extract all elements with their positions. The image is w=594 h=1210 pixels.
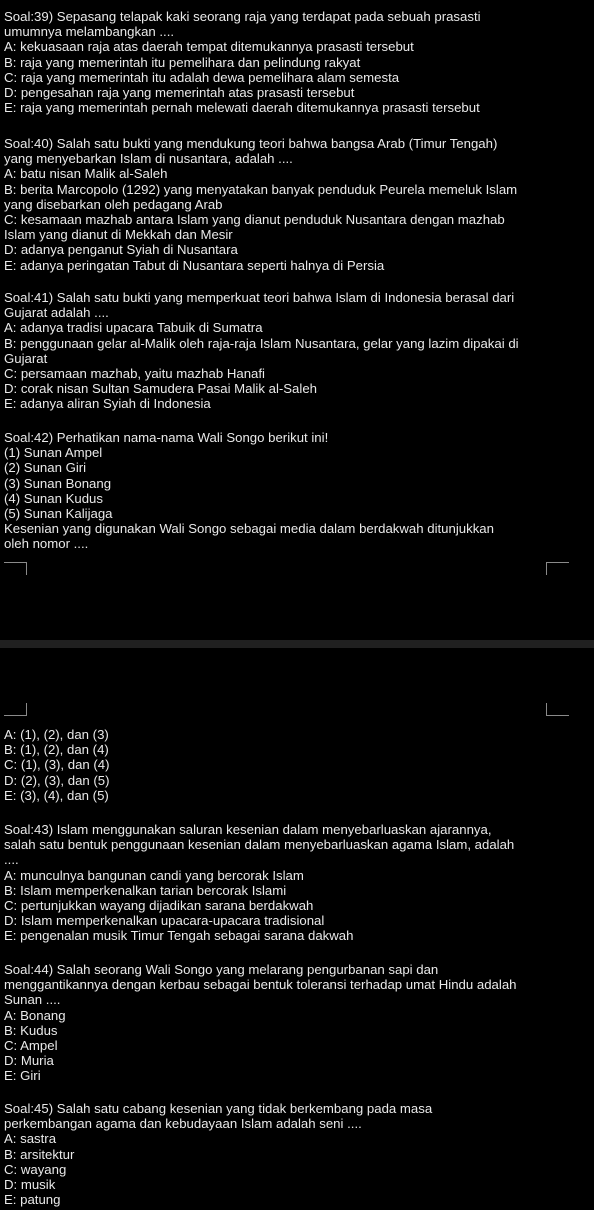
option-c[interactable]: C: raja yang memerintah itu adalah dewa pemelihara alam semesta <box>4 69 400 85</box>
option-d[interactable]: D: adanya penganut Syiah di Nusantara <box>4 242 238 258</box>
option-a[interactable]: A: kekuasaan raja atas daerah tempat ditemukannya prasasti tersebut <box>4 39 414 55</box>
crop-corner-bottom-left <box>4 703 27 716</box>
option-a[interactable]: A: sastra <box>4 1131 57 1147</box>
option-b-line-2: Gujarat <box>4 350 48 366</box>
option-d[interactable]: D: (2), (3), dan (5) <box>4 772 110 788</box>
option-c[interactable]: C: wayang <box>4 1161 67 1177</box>
option-e[interactable]: E: (3), (4), dan (5) <box>4 787 109 803</box>
question-41 <box>4 290 584 412</box>
option-e[interactable]: E: adanya peringatan Tabut di Nusantara seperti halnya di Persia <box>4 257 385 273</box>
question-text: Soal:43) Islam menggunakan saluran kesenian dalam menyebarluaskan ajarannya, <box>4 822 492 837</box>
question-text: menggantikannya dengan kerbau sebagai bentuk toleransi terhadap umat Hindu adalah <box>4 977 517 993</box>
option-a[interactable]: A: Bonang <box>4 1007 66 1023</box>
option-e[interactable]: E: pengenalan musik Timur Tengah sebagai sarana dakwah <box>4 928 354 944</box>
option-b[interactable]: B: Islam memperkenalkan tarian bercorak Islami <box>4 882 287 898</box>
question-text: Soal:41) Salah satu bukti yang memperkuat teori bahwa Islam di Indonesia berasal dari <box>4 290 515 305</box>
crop-corner-top-left <box>4 562 27 575</box>
option-c[interactable]: C: persamaan mazhab, yaitu mazhab Hanafi <box>4 366 265 382</box>
option-b[interactable]: B: Kudus <box>4 1022 58 1038</box>
option-d[interactable]: D: corak nisan Sultan Samudera Pasai Malik al-Saleh <box>4 381 317 397</box>
list-item: (1) Sunan Ampel <box>4 445 103 461</box>
question-text: oleh nomor .... <box>4 536 89 552</box>
question-text: salah satu bentuk penggunaan kesenian dalam menyebarluaskan agama Islam, adalah <box>4 837 515 853</box>
list-item: (4) Sunan Kudus <box>4 490 103 506</box>
option-b[interactable]: B: arsitektur <box>4 1146 75 1162</box>
question-text: Soal:39) Sepasang telapak kaki seorang raja yang terdapat pada sebuah prasasti <box>4 9 481 24</box>
question-44 <box>4 962 584 1084</box>
option-d[interactable]: D: Muria <box>4 1053 54 1069</box>
option-c[interactable] <box>4 212 584 242</box>
list-item: (5) Sunan Kalijaga <box>4 506 113 522</box>
option-a[interactable]: A: (1), (2), dan (3) <box>4 727 109 742</box>
crop-corner-top-right <box>546 562 569 575</box>
question-45 <box>4 1101 584 1207</box>
question-text: .... <box>4 852 19 868</box>
question-42-options <box>4 727 584 803</box>
option-c-line-2: Islam yang dianut di Mekkah dan Mesir <box>4 227 233 243</box>
option-b[interactable] <box>4 182 584 212</box>
option-e[interactable]: E: adanya aliran Syiah di Indonesia <box>4 396 211 412</box>
question-40 <box>4 136 584 273</box>
question-text: Soal:45) Salah satu cabang kesenian yang tidak berkembang pada masa <box>4 1101 433 1116</box>
option-e[interactable]: E: raja yang memerintah pernah melewati daerah ditemukannya prasasti tersebut <box>4 100 480 116</box>
option-a[interactable]: A: adanya tradisi upacara Tabuik di Sumatra <box>4 320 263 336</box>
empty-band <box>0 648 594 706</box>
divider-band <box>0 640 594 648</box>
option-b[interactable] <box>4 336 584 366</box>
option-c[interactable]: C: pertunjukkan wayang dijadikan sarana berdakwah <box>4 898 314 914</box>
option-b-line-1: B: penggunaan gelar al-Malik oleh raja-raja Islam Nusantara, gelar yang lazim dipakai di <box>4 335 519 351</box>
question-42 <box>4 430 584 552</box>
option-e[interactable]: E: Giri <box>4 1068 41 1084</box>
list-item: (3) Sunan Bonang <box>4 475 112 491</box>
question-text: Gujarat adalah .... <box>4 305 109 321</box>
question-text: Soal:44) Salah seorang Wali Songo yang melarang pengurbanan sapi dan <box>4 962 439 977</box>
option-e[interactable]: E: patung <box>4 1192 61 1208</box>
crop-corner-bottom-right <box>546 703 569 716</box>
option-b[interactable]: B: raja yang memerintah itu pemelihara dan pelindung rakyat <box>4 54 361 70</box>
question-text: Sunan .... <box>4 992 61 1008</box>
question-text: Soal:40) Salah satu bukti yang mendukung teori bahwa bangsa Arab (Timur Tengah) <box>4 136 498 151</box>
option-d[interactable]: D: pengesahan raja yang memerintah atas prasasti tersebut <box>4 85 355 101</box>
question-39 <box>4 9 584 115</box>
question-text: perkembangan agama dan kebudayaan Islam adalah seni .... <box>4 1116 362 1132</box>
option-c-line-1: C: kesamaan mazhab antara Islam yang dianut penduduk Nusantara dengan mazhab <box>4 212 505 228</box>
question-text: Soal:42) Perhatikan nama-nama Wali Songo berikut ini! <box>4 430 329 445</box>
option-b[interactable]: B: (1), (2), dan (4) <box>4 742 109 758</box>
question-43 <box>4 822 584 944</box>
question-text: yang menyebarkan Islam di nusantara, adalah .... <box>4 151 293 167</box>
question-text: umumnya melambangkan .... <box>4 24 175 40</box>
option-a[interactable]: A: batu nisan Malik al-Saleh <box>4 166 168 182</box>
option-b-line-2: yang disebarkan oleh pedagang Arab <box>4 196 223 212</box>
option-d[interactable]: D: musik <box>4 1177 56 1193</box>
option-c[interactable]: C: (1), (3), dan (4) <box>4 757 110 773</box>
option-b-line-1: B: berita Marcopolo (1292) yang menyatakan banyak penduduk Peurela memeluk Islam <box>4 181 518 197</box>
option-c[interactable]: C: Ampel <box>4 1038 58 1054</box>
question-text: Kesenian yang digunakan Wali Songo sebagai media dalam berdakwah ditunjukkan <box>4 521 494 537</box>
option-d[interactable]: D: Islam memperkenalkan upacara-upacara tradisional <box>4 913 325 929</box>
list-item: (2) Sunan Giri <box>4 460 87 476</box>
option-a[interactable]: A: munculnya bangunan candi yang bercorak Islam <box>4 867 304 883</box>
